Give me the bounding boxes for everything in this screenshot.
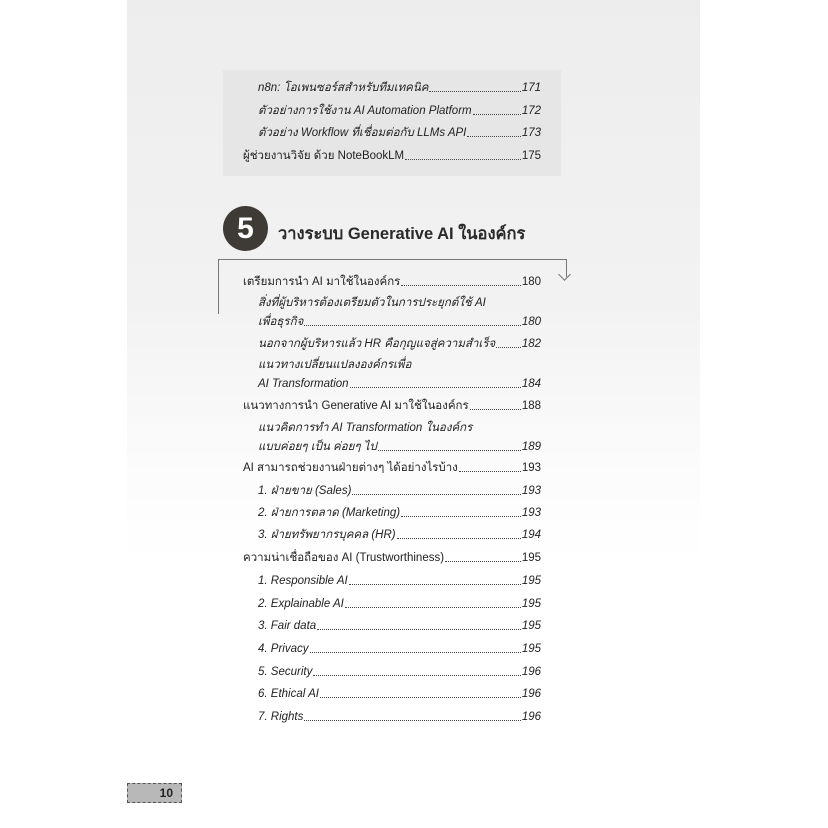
toc-entry: ความน่าเชื่อถือของ AI (Trustworthiness) 195	[243, 552, 541, 564]
toc-entry: AI สามารถช่วยงานฝ่ายต่างๆ ได้อย่างไรบ้าง 193	[243, 462, 541, 474]
toc-entry: ผู้ช่วยงานวิจัย ด้วย NoteBookLM 175	[243, 150, 541, 162]
chapter-number-badge: 5	[223, 206, 268, 251]
toc-entry: 2. Explainable AI 195	[258, 598, 541, 610]
toc-entry-first-line: แนวทางเปลี่ยนแปลงองค์กรเพื่อ	[258, 359, 412, 371]
page-number: 10	[127, 783, 182, 803]
toc-entry: เตรียมการนำ AI มาใช้ในองค์กร 180	[243, 276, 541, 288]
toc-entry: ตัวอย่าง Workflow ที่เชื่อมต่อกับ LLMs API 173	[258, 127, 541, 139]
toc-entry: เพื่อธุรกิจ 180	[258, 316, 541, 328]
toc-entry: 6. Ethical AI 196	[258, 688, 541, 700]
frame-line	[218, 259, 219, 314]
toc-entry: 3. Fair data 195	[258, 620, 541, 632]
frame-line	[218, 259, 567, 260]
toc-entry: AI Transformation 184	[258, 378, 541, 390]
toc-entry: แนวทางการนำ Generative AI มาใช้ในองค์กร 188	[243, 400, 541, 412]
toc-entry: 4. Privacy 195	[258, 643, 541, 655]
toc-entry-first-line: แนวคิดการทำ AI Transformation ในองค์กร	[258, 422, 473, 434]
toc-entry: 5. Security 196	[258, 666, 541, 678]
toc-entry: 3. ฝ่ายทรัพยากรบุคคล (HR) 194	[258, 529, 541, 541]
toc-entry: 7. Rights 196	[258, 711, 541, 723]
toc-entry: n8n: โอเพนซอร์สสำหรับทีมเทคนิค 171	[258, 82, 541, 94]
toc-entry: 2. ฝ่ายการตลาด (Marketing) 193	[258, 507, 541, 519]
toc-entry-first-line: สิ่งที่ผู้บริหารต้องเตรียมตัวในการประยุกต์ใช้ AI	[258, 297, 486, 309]
toc-entry: ตัวอย่างการใช้งาน AI Automation Platform 172	[258, 105, 541, 117]
toc-entry: 1. Responsible AI 195	[258, 575, 541, 587]
toc-entry: นอกจากผู้บริหารแล้ว HR คือกุญแจสู่ความสำเร็จ 182	[258, 338, 541, 350]
chapter-title: วางระบบ Generative AI ในองค์กร	[278, 225, 526, 243]
toc-entry: แบบค่อยๆ เป็น ค่อยๆ ไป 189	[258, 441, 541, 453]
toc-entry: 1. ฝ่ายขาย (Sales) 193	[258, 485, 541, 497]
